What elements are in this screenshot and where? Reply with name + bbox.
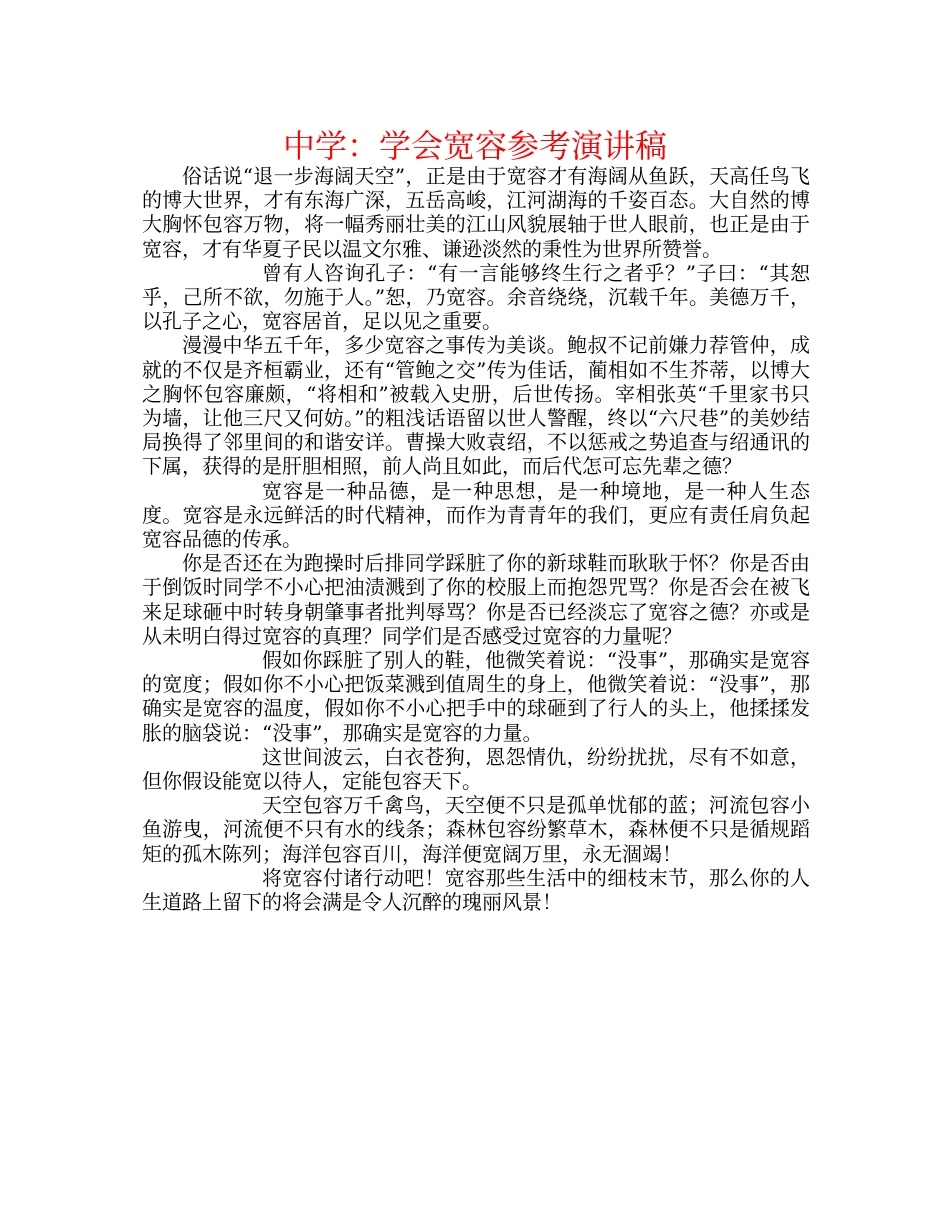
paragraph-4: 宽容是一种品德，是一种思想，是一种境地，是一种人生态度。宽容是永远鲜活的时代精神，而作为青青年的我们，更应有责任肩负起宽容品德的传承。 xyxy=(142,478,810,552)
paragraph-2: 曾有人咨询孔子：“有一言能够终生行之者乎？”子曰：“其恕乎，己所不欲，勿施于人。”恕，乃宽容。余音绕绕，沉载千年。美德万千，以孔子之心，宽容居首，足以见之重要。 xyxy=(142,260,810,334)
paragraph-7: 这世间波云，白衣苍狗，恩怨情仇，纷纷扰扰，尽有不如意，但你假设能宽以待人，定能包容天下。 xyxy=(142,744,810,794)
paragraph-1: 俗话说“退一步海阔天空”，正是由于宽容才有海阔从鱼跃，天高任鸟飞的博大世界，才有东海广深，五岳高峻，江河湖海的千姿百态。大自然的博大胸怀包容万物，将一幅秀丽壮美的江山风貌展轴于世人眼前，也正是由于宽容，才有华夏子民以温文尔雅、谦逊淡然的秉性为世界所赞誉。 xyxy=(142,164,810,261)
paragraph-8: 天空包容万千禽鸟，天空便不只是孤单忧郁的蓝；河流包容小鱼游曳，河流便不只有水的线条；森林包容纷繁草木，森林便不只是循规蹈矩的孤木陈列；海洋包容百川，海洋便宽阔万里，永无涸竭！ xyxy=(142,793,810,866)
paragraph-9: 将宽容付诸行动吧！宽容那些生活中的细枝末节，那么你的人生道路上留下的将会满是令人沉醉的瑰丽风景！ xyxy=(142,865,810,915)
paragraph-6: 假如你踩脏了别人的鞋，他微笑着说：“没事”，那确实是宽容的宽度；假如你不小心把饭菜溅到值周生的身上，他微笑着说：“没事”，那确实是宽容的温度，假如你不小心把手中的球砸到了行人的头上，他揉揉发胀的脑袋说：“没事”，那确实是宽容的力量。 xyxy=(142,648,810,745)
paragraph-3: 漫漫中华五千年，多少宽容之事传为美谈。鲍叔不记前嫌力荐管仲，成就的不仅是齐桓霸业，还有“管鲍之交”传为佳话，蔺相如不生芥蒂，以博大之胸怀包容廉颇，“将相和”被载入史册，后世传扬。宰相张英“千里家书只为墙，让他三尺又何妨。”的粗浅话语留以世人警醒，终以“六尺巷”的美妙结局换得了邻里间的和谐安详。曹操大败袁绍，不以惩戒之势追查与绍通讯的下属，获得的是肝胆相照，前人尚且如此，而后代怎可忘先辈之德？ xyxy=(142,333,810,479)
page-title: 中学：学会宽容参考演讲稿 xyxy=(282,127,667,165)
document-body xyxy=(142,164,810,914)
paragraph-5: 你是否还在为跑操时后排同学踩脏了你的新球鞋而耿耿于怀？你是否由于倒饭时同学不小心把油渍溅到了你的校服上而抱怨咒骂？你是否会在被飞来足球砸中时转身朝肇事者批判辱骂？你是否已经淡忘了宽容之德？亦或是从未明白得过宽容的真理？同学们是否感受过宽容的力量呢？ xyxy=(142,551,810,648)
